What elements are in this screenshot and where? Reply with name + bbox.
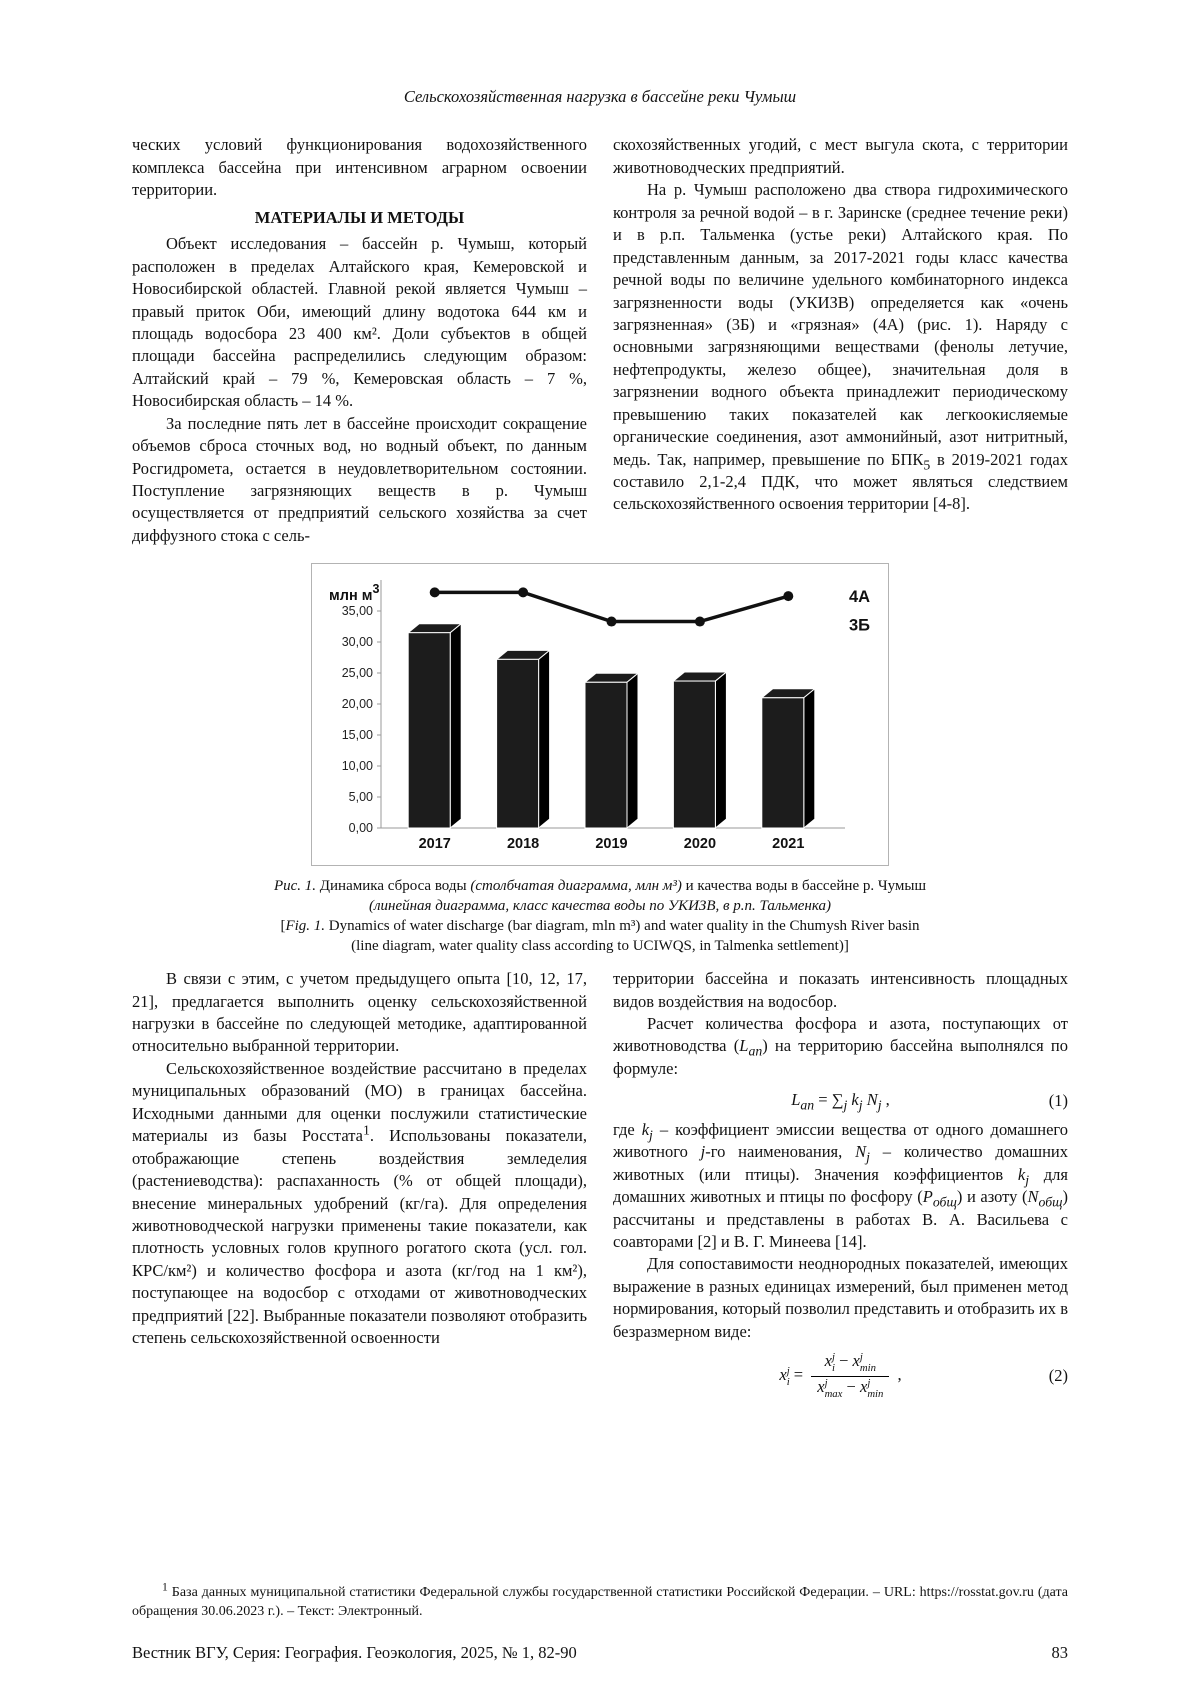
formula-2-number: (2) <box>1048 1366 1068 1386</box>
chart-box <box>311 563 889 865</box>
figure-caption-ru-line2: (линейная диаграмма, класс качества воды по УКИЗВ, в р.п. Тальменка) <box>368 897 832 914</box>
paragraph: скохозяйственных угодий, с мест выгула скота, с территории животноводческих предприятий. <box>613 135 1068 177</box>
svg-text:15,00: 15,00 <box>341 728 373 743</box>
svg-text:25,00: 25,00 <box>341 666 373 681</box>
page-footer <box>132 1642 1068 1664</box>
paragraph: ческих условий функционирования водохозяйственного комплекса бассейна при интенсивном аграрном освоении территории. <box>132 135 587 200</box>
svg-text:30,00: 30,00 <box>341 635 373 650</box>
svg-text:2020: 2020 <box>683 836 717 853</box>
column-left-bottom <box>132 968 587 1407</box>
svg-text:2019: 2019 <box>595 836 628 853</box>
column-right-bottom <box>613 968 1068 1407</box>
formula-1-number: (1) <box>1048 1090 1068 1110</box>
paragraph: На р. Чумыш расположено два створа гидрохимического контроля за речной водой – в г. Заринске (среднее течение реки) и в р.п. Тальменка (устье реки) Алтайского края. По представленным данным, за 2017-2021 годы класс качества речной воды по величине удельного комбинаторного индекса загрязненности воды (УКИЗВ) определяется как «очень загрязненная» (3Б) и «грязная» (4А) (рис. 1). Наряду с основными загрязняющими веществами (фенолы летучие, нефтепродукты, железо общее), значительная доля в загрязнении водного объекта принадлежит периодическому превышению таких показателей как легкоокисляемые органические соединения, азот аммонийный, азот нитритный, медь. Так, например, превышение по $БПК_5$ в 2019-2021 годах составило 2,1-2,4 ПДК, что может являться следствием сельскохозяйственного освоения территории [4-8]. <box>613 180 1068 514</box>
svg-text:млн м3: млн м3 <box>329 582 380 605</box>
svg-text:4А: 4А <box>849 588 871 607</box>
footnote: $^1$ База данных муниципальной статистики Федеральной службы государственной статистики Российской Федерации. – URL: https://rosstat.gov.ru (дата обращения 30.06.2023 г.). – Текст: Электронный. <box>132 1580 1068 1620</box>
svg-text:20,00: 20,00 <box>341 697 373 712</box>
svg-text:5,00: 5,00 <box>348 790 373 805</box>
svg-text:2021: 2021 <box>772 836 805 853</box>
figure-caption-en-line2: (line diagram, water quality class according to UCIWQS, in Talmenka settlement)] <box>351 938 849 955</box>
svg-text:2018: 2018 <box>506 836 540 853</box>
section-heading-materials: МАТЕРИАЛЫ И МЕТОДЫ <box>254 207 465 227</box>
svg-text:3Б: 3Б <box>849 616 871 635</box>
discharge-quality-chart <box>317 570 883 858</box>
paragraph: где $k_j$ – коэффициент эмиссии вещества от одного домашнего животного j-го наименования, $N_j$ – количество домашних животных (или птицы). Значения коэффициентов $k_j$ для домашних животных и птицы по фосфору $(P_{общ})$ и азоту $(N_{общ})$ рассчитаны и представлены в работах В. А. Васильева с соавторами [2] и В. Г. Минеева [14]. <box>613 1119 1069 1251</box>
formula-2 <box>613 1352 1068 1400</box>
paragraph: В связи с этим, с учетом предыдущего опыта [10, 12, 17, 21], предлагается выполнить оценку сельскохозяйственной нагрузки в бассейне по следующей методике, адаптированной относительно выбранной территории. <box>132 969 587 1056</box>
column-left-top <box>132 134 587 547</box>
running-title: Сельскохозяйственная нагрузка в бассейне реки Чумыш <box>403 87 797 106</box>
paragraph: Объект исследования – бассейн р. Чумыш, который расположен в пределах Алтайского края, Кемеровской и Новосибирской областей. Главной рекой является Чумыш – правый приток Оби, имеющий длину водотока 644 км и площадь водосбора 23 400 км². Доли субъектов в общей площади бассейна распределились следующим образом: Алтайский край – 79 %, Кемеровская область – 7 %, Новосибирская область – 14 %. <box>132 234 587 411</box>
bottom-columns <box>132 968 1068 1407</box>
journal-info: Вестник ВГУ, Серия: География. Геоэкология, 2025, № 1, 82-90 <box>132 1642 577 1662</box>
top-columns <box>132 134 1068 547</box>
figure-1 <box>132 563 1068 956</box>
svg-text:0,00: 0,00 <box>348 821 373 836</box>
paragraph: Для сопоставимости неоднородных показателей, имеющих выражение в разных единицах измерений, был применен метод нормирования, который позволил представить и отобразить их в безразмерном виде: <box>613 1254 1068 1341</box>
formula-2-body: x j i = x j i − x j min x j max − x j min , <box>779 1351 902 1401</box>
figure-caption <box>132 876 1068 956</box>
formula-1 <box>613 1089 1068 1111</box>
svg-text:35,00: 35,00 <box>341 604 373 619</box>
paragraph: Расчет количества фосфора и азота, поступающих от животноводства $(L_{an})$ на территорию бассейна выполнялся по формуле: <box>613 1014 1069 1078</box>
paragraph: Сельскохозяйственное воздействие рассчитано в пределах муниципальных образований (МО) в границах бассейна. Исходными данными для оценки послужили статистические материалы из базы Росстата$^1$. Использованы показатели, отображающие степень воздействия земледелия (растениеводства): распаханность (% от общей площади), внесение минеральных удобрений (кг/га). Для определения животноводческой нагрузки применены такие показатели, как плотность условных голов крупного рогатого скота (усл. гол. КРС/км²) и количество фосфора и азота (кг/год на 1 км²), поступающее на водосбор с отходами от животноводческих предприятий [22]. Выбранные показатели позволяют отобразить степень сельскохозяйственной освоенности <box>132 1058 587 1348</box>
paragraph: территории бассейна и показать интенсивность площадных видов воздействия на водосбор. <box>613 969 1068 1011</box>
figure-caption-ru-line1: Рис. 1. Динамика сброса воды (столбчатая диаграмма, млн м³) и качества воды в бассейне р. Чумыш <box>273 877 927 894</box>
column-right-top <box>613 134 1068 547</box>
figure-caption-en-line1: [Fig. 1. Dynamics of water discharge (bar diagram, mln m³) and water quality in the Chumysh River basin <box>280 917 920 934</box>
paragraph: За последние пять лет в бассейне происходит сокращение объемов сброса сточных вод, но водный объект, по данным Росгидромета, остается в неудовлетворительном состоянии. Поступление загрязняющих веществ в р. Чумыш осуществляется от предприятий сельского хозяйства за счет диффузного стока с сель- <box>132 413 587 545</box>
formula-1-body: $L_{an} = \sum_j$ $k_j$ $N_j$ , <box>791 1090 890 1113</box>
svg-text:2017: 2017 <box>418 836 451 853</box>
page-number: 83 <box>1051 1642 1068 1662</box>
svg-text:10,00: 10,00 <box>341 759 373 774</box>
